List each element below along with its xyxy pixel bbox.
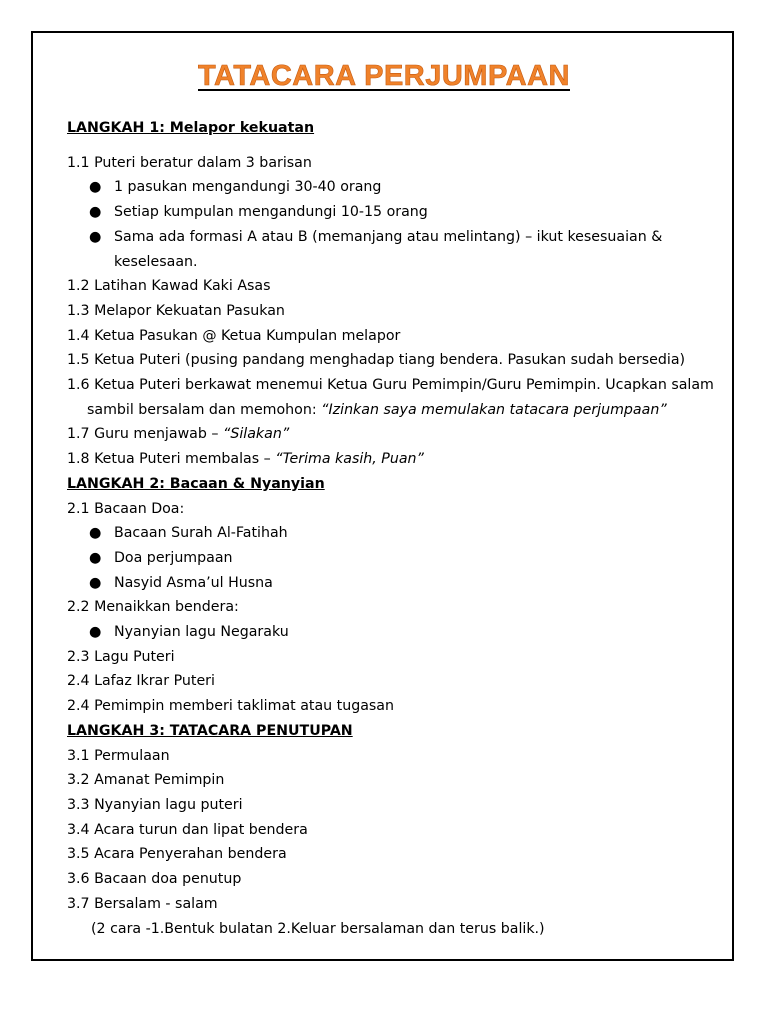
- bullet-icon: ●: [89, 179, 102, 196]
- item-1-1: 1.1 Puteri beratur dalam 3 barisan: [67, 154, 312, 171]
- bullet-icon: ●: [89, 549, 102, 566]
- bullet-item: ● Nyanyian lagu Negaraku: [67, 620, 727, 645]
- list-item: 3.3 Nyanyian lagu puteri: [67, 796, 243, 813]
- bullet-item: ● Sama ada formasi A atau B (memanjang atau melintang) – ikut kesesuaian &: [67, 225, 727, 250]
- item-2-4b: 2.4 Pemimpin memberi taklimat atau tugasan: [67, 698, 394, 715]
- list-item: 3.5 Acara Penyerahan bendera: [67, 846, 287, 863]
- page-title: TATACARA PERJUMPAAN: [198, 60, 570, 92]
- list-item: 3.4 Acara turun dan lipat bendera: [67, 821, 308, 838]
- item-2-3: 2.3 Lagu Puteri: [67, 648, 175, 665]
- item-1-7: 1.7 Guru menjawab – “Silakan”: [67, 426, 290, 443]
- item-1-2: 1.2 Latihan Kawad Kaki Asas: [67, 278, 271, 295]
- bullet-continuation: keselesaan.: [114, 253, 198, 270]
- bullet-icon: ●: [89, 228, 102, 245]
- bullet-item: ● Doa perjumpaan: [67, 546, 727, 571]
- item-1-5: 1.5 Ketua Puteri (pusing pandang menghadap tiang bendera. Pasukan sudah bersedia): [67, 352, 686, 369]
- document-body: [67, 116, 727, 941]
- item-1-6-continuation: sambil bersalam dan memohon: “Izinkan saya memulakan tatacara perjumpaan”: [87, 401, 667, 418]
- bullet-item: ● Setiap kumpulan mengandungi 10-15 orang: [67, 200, 727, 225]
- item-2-4a: 2.4 Lafaz Ikrar Puteri: [67, 673, 215, 690]
- step2-heading: LANGKAH 2: Bacaan & Nyanyian: [67, 475, 325, 492]
- item-1-6: 1.6 Ketua Puteri berkawat menemui Ketua Guru Pemimpin/Guru Pemimpin. Ucapkan salam: [67, 377, 714, 394]
- item-1-4: 1.4 Ketua Pasukan @ Ketua Kumpulan melapor: [67, 327, 401, 344]
- item-2-1: 2.1 Bacaan Doa:: [67, 500, 185, 517]
- bullet-item: ● Nasyid Asma’ul Husna: [67, 571, 727, 596]
- item-1-3: 1.3 Melapor Kekuatan Pasukan: [67, 302, 285, 319]
- bullet-icon: ●: [89, 574, 102, 591]
- bullet-item: ● 1 pasukan mengandungi 30-40 orang: [67, 175, 727, 200]
- bullet-icon: ●: [89, 525, 102, 542]
- list-item: 3.6 Bacaan doa penutup: [67, 871, 242, 888]
- list-item: 3.2 Amanat Pemimpin: [67, 772, 225, 789]
- list-item: 3.1 Permulaan: [67, 747, 170, 764]
- bullet-icon: ●: [89, 624, 102, 641]
- step3-heading: LANGKAH 3: TATACARA PENUTUPAN: [67, 722, 353, 739]
- closing-note: (2 cara -1.Bentuk bulatan 2.Keluar bersalaman dan terus balik.): [91, 920, 545, 937]
- item-1-8: 1.8 Ketua Puteri membalas – “Terima kasih, Puan”: [67, 451, 424, 468]
- step1-heading: LANGKAH 1: Melapor kekuatan: [67, 120, 315, 136]
- bullet-icon: ●: [89, 204, 102, 221]
- item-2-2: 2.2 Menaikkan bendera:: [67, 599, 239, 616]
- quote-text: “Izinkan saya memulakan tatacara perjumpaan”: [321, 401, 667, 418]
- list-item: 3.7 Bersalam - salam: [67, 895, 218, 912]
- bullet-item: ● Bacaan Surah Al-Fatihah: [67, 521, 727, 546]
- quote-text: “Terima kasih, Puan”: [275, 451, 424, 468]
- quote-text: “Silakan”: [223, 426, 290, 443]
